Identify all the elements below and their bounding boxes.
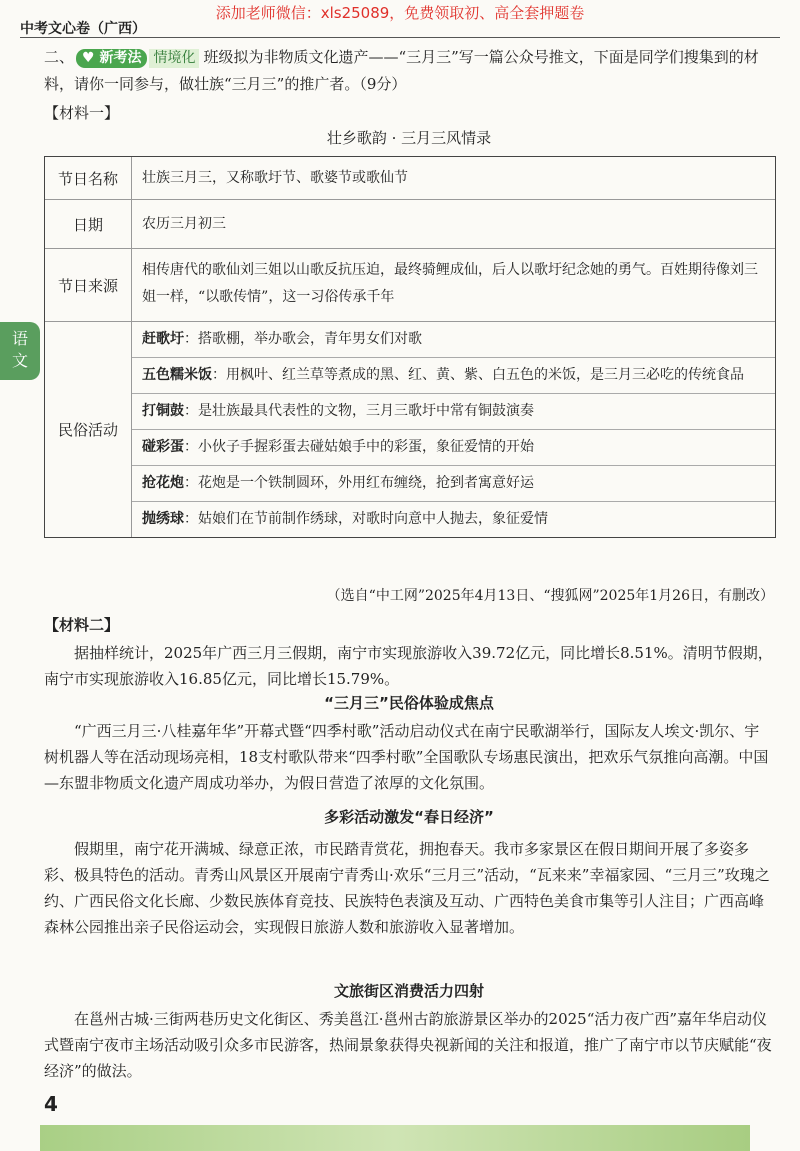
- custom-item: [132, 466, 775, 502]
- row-label: 日期: [45, 200, 132, 248]
- subject-tab-char: 语: [11, 329, 28, 348]
- material1-title: 壮乡歌韵 · 三月三风情录: [326, 129, 492, 147]
- custom-name: 五色糯米饭: [142, 367, 212, 383]
- page-number: 4: [44, 1092, 58, 1116]
- subject-tab: [0, 322, 40, 380]
- customs-list: [132, 322, 775, 537]
- section-heading: 文旅街区消费活力四射: [333, 982, 484, 1000]
- custom-desc: ：小伙子手握彩蛋去碰姑娘手中的彩蛋，象征爱情的开始: [184, 439, 534, 455]
- custom-name: 抛绣球: [142, 511, 184, 527]
- new-method-badge: [76, 49, 147, 68]
- question-text: 班级拟为非物质文化遗产——“三月三”写一篇公众号推文，下面是同学们搜集到的材料，请你一同参与，做壮族“三月三”的推广者。（9分）: [44, 48, 759, 93]
- custom-name: 打铜鼓: [142, 403, 184, 419]
- scenario-badge: 情境化: [149, 49, 199, 68]
- row-label: 节日名称: [45, 157, 132, 199]
- customs-label: 民俗活动: [45, 322, 132, 537]
- header-rule: [20, 37, 780, 38]
- section-text: “广西三月三·八桂嘉年华”开幕式暨“四季村歌”活动启动仪式在南宁民歌湖举行，国际友人埃文·凯尔、宇树机器人等在活动现场亮相，18支村歌队带来“四季村歌”全国歌队专场惠民演出，把欢乐气氛推向高潮。中国—东盟非物质文化遗产周成功举办，为假日营造了浓厚的文化氛围。: [44, 722, 769, 792]
- badge1-label: 新考法: [99, 50, 142, 66]
- section-text: 假期里，南宁花开满城、绿意正浓，市民踏青赏花，拥抱春天。我市多家景区在假日期间开展了多姿多彩、极具特色的活动。青秀山风景区开展南宁青秀山·欢乐“三月三”活动，“瓦来来”幸福家园、“三月三”玫瑰之约、广西民俗文化长廊、少数民族体育竞技、民族特色表演及互动、广西特色美食市集等引人注目；广西高峰森林公园推出亲子民俗运动会，实现假日旅游人数和旅游收入显著增加。: [44, 840, 770, 936]
- section-heading: 多彩活动激发“春日经济”: [324, 808, 494, 826]
- heart-icon: ♥: [82, 50, 95, 66]
- festival-table: [44, 156, 776, 538]
- material1-source: （选自“中工网”2025年4月13日、“搜狐网”2025年1月26日，有删改）: [326, 588, 774, 604]
- row-value: 壮族三月三，又称歌圩节、歌婆节或歌仙节: [142, 169, 408, 186]
- row-value: 相传唐代的歌仙刘三姐以山歌反抗压迫，最终骑鲤成仙，后人以歌圩纪念她的勇气。百姓期待像刘三姐一样，“以歌传情”，这一习俗传承千年: [142, 262, 758, 305]
- footer-band: [40, 1125, 750, 1151]
- question-prompt: [44, 44, 774, 98]
- custom-desc: ：是壮族最具代表性的文物，三月三歌圩中常有铜鼓演奏: [184, 403, 534, 419]
- material1-label: 【材料一】: [44, 104, 120, 122]
- row-value: 农历三月初三: [142, 215, 226, 232]
- custom-desc: ：花炮是一个铁制圆环，外用红布缠绕，抢到者寓意好运: [184, 475, 534, 491]
- custom-desc: ：搭歌棚，举办歌会，青年男女们对歌: [184, 331, 422, 347]
- custom-item: [132, 358, 775, 394]
- row-label: 节日来源: [45, 249, 132, 321]
- section-heading: “三月三”民俗体验成焦点: [324, 694, 494, 712]
- custom-desc: ：用枫叶、红兰草等煮成的黑、红、黄、紫、白五色的米饭，是三月三必吃的传统食品: [212, 367, 744, 383]
- question-number: 二、: [44, 48, 75, 66]
- custom-item: [132, 394, 775, 430]
- table-row: [45, 157, 775, 200]
- custom-name: 碰彩蛋: [142, 439, 184, 455]
- material2-intro: 据抽样统计，2025年广西三月三假期，南宁市实现旅游收入39.72亿元，同比增长8.51%。清明节假期，南宁市实现旅游收入16.85亿元，同比增长15.79%。: [44, 644, 773, 688]
- table-row: [45, 249, 775, 322]
- custom-item: [132, 430, 775, 466]
- custom-name: 赶歌圩: [142, 331, 184, 347]
- section-text: 在邕州古城·三街两巷历史文化街区、秀美邕江·邕州古韵旅游景区举办的2025“活力夜广西”嘉年华启动仪式暨南宁夜市主场活动吸引众多市民游客，热闹景象获得央视新闻的关注和报道，推广了南宁市以节庆赋能“夜经济”的做法。: [44, 1010, 772, 1080]
- subject-tab-char: 文: [11, 351, 28, 370]
- custom-item: [132, 502, 775, 537]
- table-row: [45, 200, 775, 249]
- book-title: 中考文心卷（广西）: [20, 21, 146, 37]
- table-row: [45, 322, 775, 537]
- custom-name: 抢花炮: [142, 475, 184, 491]
- custom-item: [132, 322, 775, 358]
- watermark-text: 添加老师微信：xls25089，免费领取初、高全套押题卷: [215, 4, 585, 22]
- material2-label: 【材料二】: [44, 616, 120, 634]
- custom-desc: ：姑娘们在节前制作绣球，对歌时向意中人抛去，象征爱情: [184, 511, 548, 527]
